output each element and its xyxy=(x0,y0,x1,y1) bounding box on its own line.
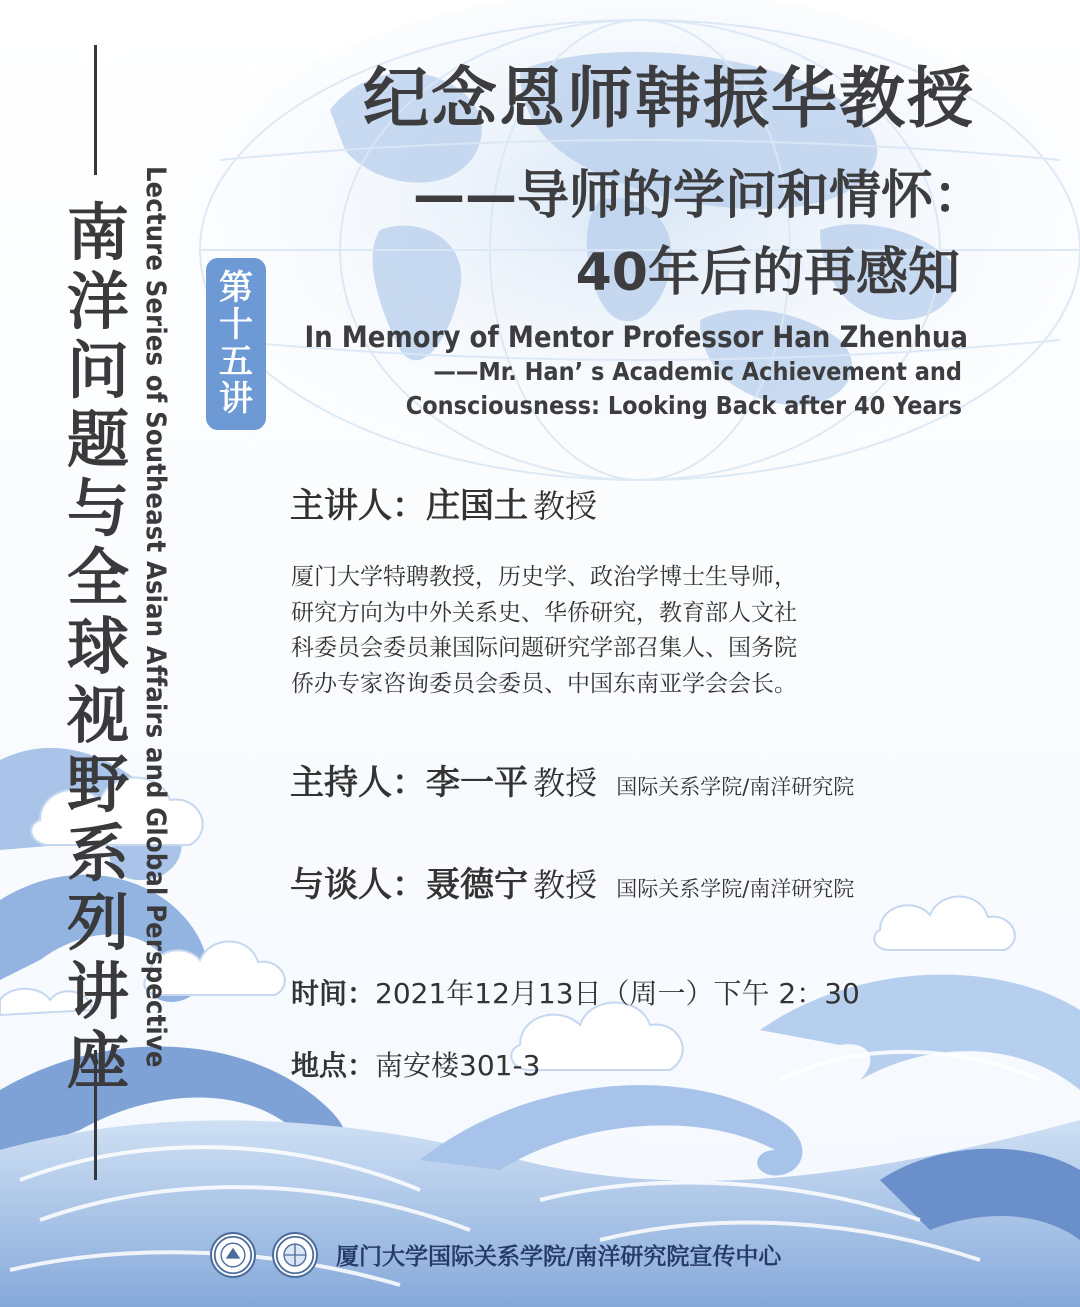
series-title-english: Lecture Series of Southeast Asian Affairs and Global Perspective xyxy=(140,166,171,1068)
series-title-chinese: 南洋问题与全球视野系列讲座 xyxy=(66,196,129,1097)
english-title-line-2: ——Mr. Han’ s Academic Achievement and xyxy=(433,357,962,386)
discussant-name: 聂德宁 xyxy=(426,865,528,905)
speaker-bio-line: 科委员会委员兼国际问题研究学部召集人、国务院 xyxy=(291,635,797,661)
host-title: 教授 xyxy=(533,764,598,802)
series-divider-line-top xyxy=(94,45,97,175)
location-row xyxy=(291,1044,540,1084)
main-title-line-2: ——导师的学问和情怀： xyxy=(412,166,985,226)
host-label: 主持人： xyxy=(290,763,426,803)
time-value: 2021年12月13日（周一）下午 2：30 xyxy=(375,977,860,1010)
speaker-name: 庄国土 xyxy=(426,486,528,526)
speaker-bio-line: 研究方向为中外关系史、华侨研究，教育部人文社 xyxy=(291,599,797,626)
speaker-row xyxy=(290,478,597,527)
speaker-title: 教授 xyxy=(533,487,598,525)
main-title-line-1: 纪念恩师韩振华教授 xyxy=(363,60,975,137)
institute-logo-icon xyxy=(272,1232,318,1278)
discussant-affiliation: 国际关系学院/南洋研究院 xyxy=(616,877,855,901)
speaker-bio-line: 侨办专家咨询委员会委员、中国东南亚学会会长。 xyxy=(291,670,797,697)
organizer-name: 厦门大学国际关系学院/南洋研究院宣传中心 xyxy=(336,1244,782,1270)
discussant-label: 与谈人： xyxy=(290,865,426,905)
discussant-title: 教授 xyxy=(533,866,598,904)
english-title-line-1: In Memory of Mentor Professor Han Zhenhua xyxy=(304,320,968,354)
english-title-line-3: Consciousness: Looking Back after 40 Years xyxy=(405,391,962,420)
location-label: 地点： xyxy=(291,1049,376,1082)
time-row xyxy=(291,972,860,1012)
location-value: 南安楼301-3 xyxy=(375,1049,541,1082)
speaker-bio xyxy=(291,560,931,702)
speaker-bio-line: 厦门大学特聘教授，历史学、政治学博士生导师， xyxy=(291,564,797,590)
speaker-label: 主讲人： xyxy=(290,486,426,526)
host-row xyxy=(290,755,854,804)
discussant-row xyxy=(290,857,854,906)
host-name: 李一平 xyxy=(426,763,528,803)
university-logo-icon xyxy=(210,1232,256,1278)
host-affiliation: 国际关系学院/南洋研究院 xyxy=(616,775,855,799)
main-title-line-3: 40年后的再感知 xyxy=(575,243,960,303)
time-label: 时间： xyxy=(291,977,376,1010)
lecture-number-badge: 第十五讲 xyxy=(206,258,266,430)
